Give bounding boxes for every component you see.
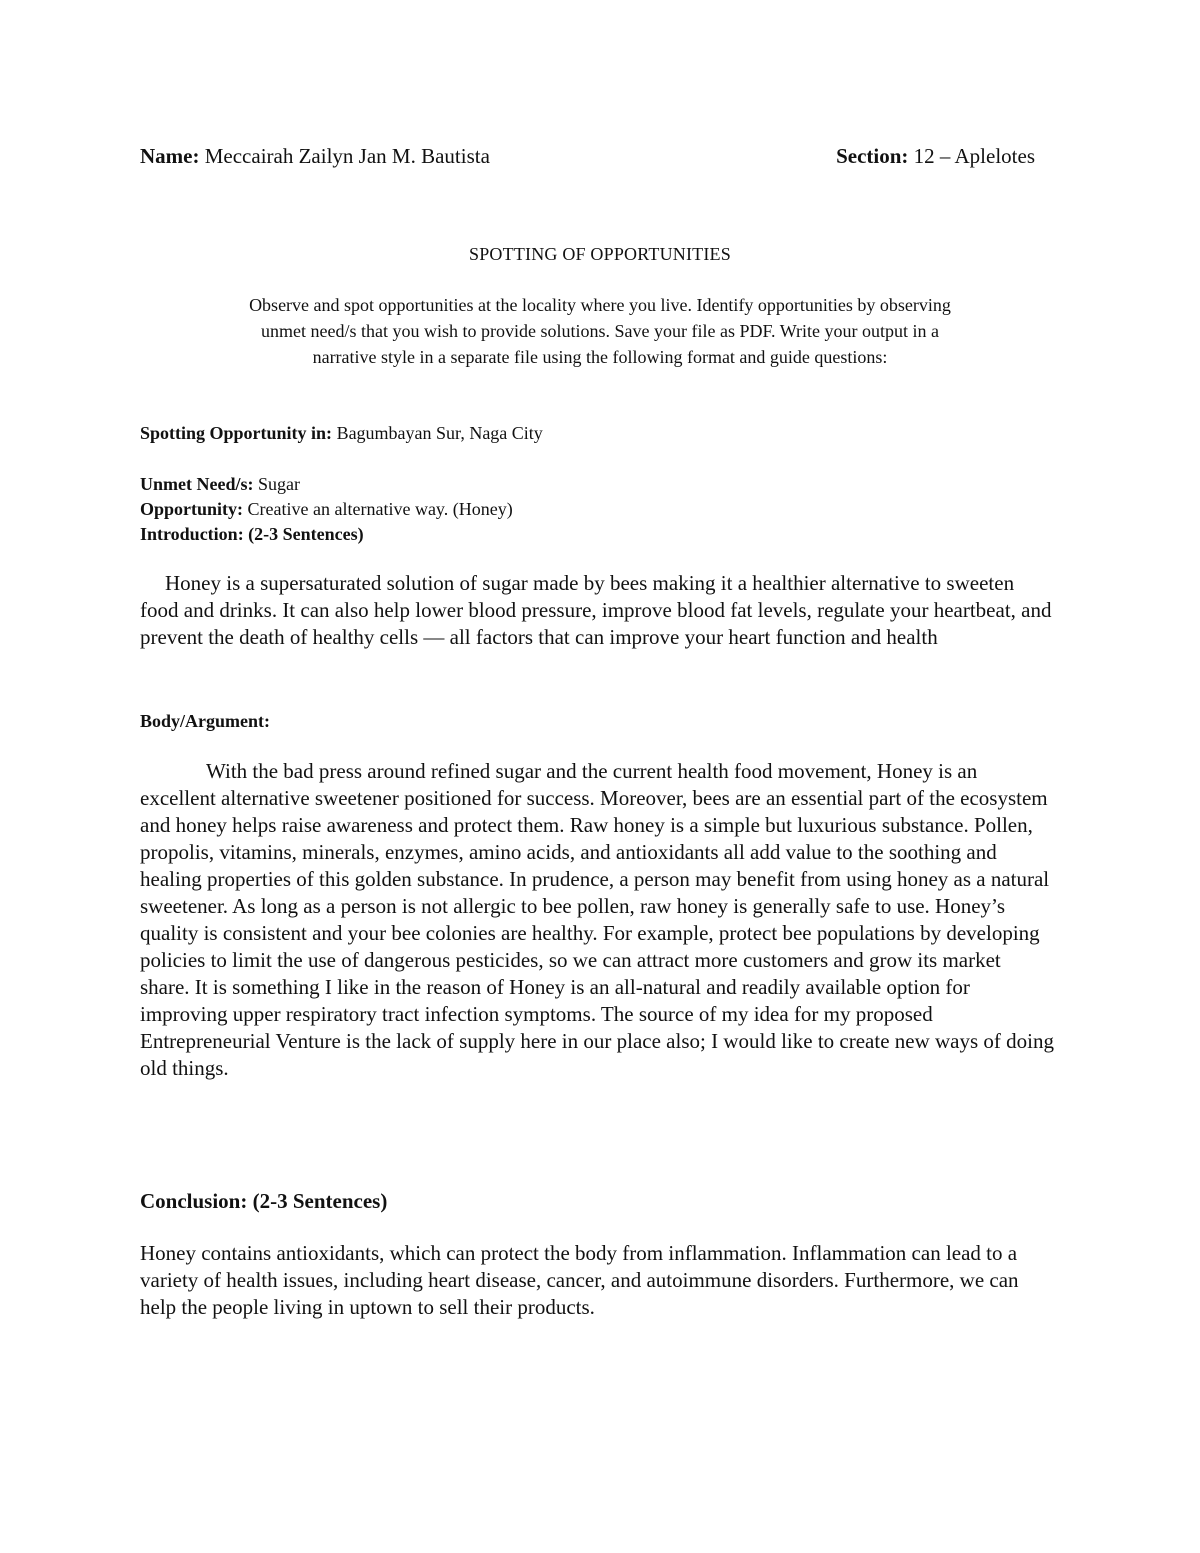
body-heading: Body/Argument: — [140, 711, 270, 731]
opportunity-label: Opportunity: — [140, 499, 244, 519]
instructions-text: Observe and spot opportunities at the locality where you live. Identify opportunities by observing unmet need/s that you wish to provide solutions. Save your file as PDF. Write your output in a narrative style in a separate file using the following format and guide questions: — [249, 295, 951, 367]
opportunity-line — [140, 496, 513, 522]
opportunity-value: Creative an alternative way. (Honey) — [247, 499, 513, 519]
unmet-value: Sugar — [257, 474, 300, 494]
body-paragraph: With the bad press around refined sugar and the current health food movement, Honey is an excellent alternative sweetener positioned for success. Moreover, bees are an essential part of the ecosystem and honey helps raise awareness and protect them. Raw honey is a simple but luxurious substance. Pollen, propolis, vitamins, minerals, enzymes, amino acids, and antioxidants all add value to the soothing and healing properties of this golden substance. In prudence, a person may benefit from using honey as a natural sweetener. As long as a person is not allergic to bee pollen, raw honey is generally safe to use. Honey’s quality is consistent and your bee colonies are healthy. For example, protect bee populations by developing policies to limit the use of dangerous pesticides, so we can attract more customers and grow its market share. It is something I like in the reason of Honey is an all-natural and readily available option for improving upper respiratory tract infection symptoms. The source of my idea for my proposed Entrepreneurial Venture is the lack of supply here in our place also; I would like to create new ways of doing old things. — [140, 759, 1054, 1080]
section-line — [836, 142, 1035, 170]
section-label: Section: — [836, 144, 909, 168]
spotting-label: Spotting Opportunity in: — [140, 423, 333, 443]
unmet-label: Unmet Need/s: — [140, 474, 254, 494]
section-value: 12 – Aplelotes — [913, 144, 1035, 168]
conclusion-heading: Conclusion: (2-3 Sentences) — [140, 1189, 388, 1213]
header-row — [140, 142, 1035, 170]
document-title: SPOTTING OF OPPORTUNITIES — [469, 244, 731, 264]
name-value: Meccairah Zailyn Jan M. Bautista — [204, 144, 490, 168]
conclusion-paragraph: Honey contains antioxidants, which can protect the body from inflammation. Inflammation can lead to a variety of health issues, including heart disease, cancer, and autoimmune disorders. Furthermore, we can help the people living in uptown to sell their products. — [140, 1241, 1019, 1319]
name-label: Name: — [140, 144, 200, 168]
introduction-heading: Introduction: (2-3 Sentences) — [140, 524, 364, 544]
spotting-value: Bagumbayan Sur, Naga City — [336, 423, 543, 443]
name-line — [140, 142, 490, 170]
introduction-paragraph: Honey is a supersaturated solution of sugar made by bees making it a healthier alternative to sweeten food and drinks. It can also help lower blood pressure, improve blood fat levels, regulate your heartbeat, and prevent the death of healthy cells — all factors that can improve your heart function and health — [140, 571, 1052, 649]
spotting-opportunity-line — [140, 420, 543, 446]
unmet-need-line — [140, 471, 300, 497]
